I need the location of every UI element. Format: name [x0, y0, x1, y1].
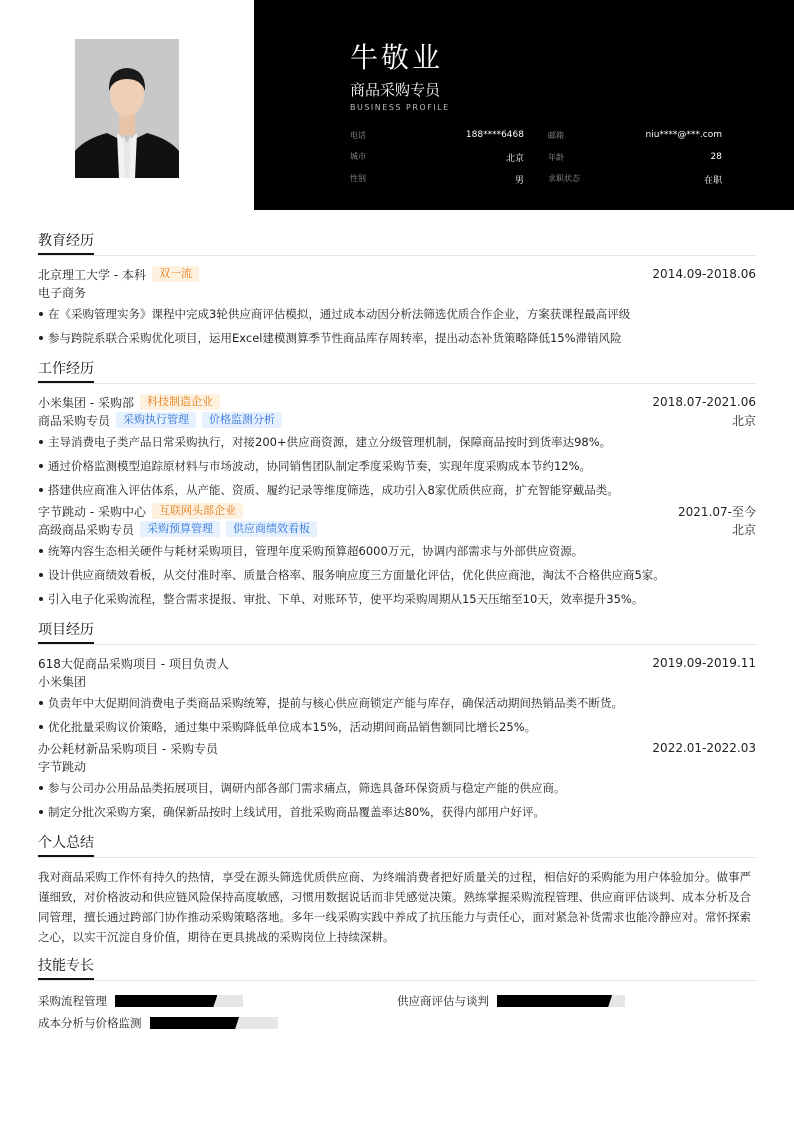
skill-name: 供应商评估与谈判: [397, 994, 489, 1008]
project-entry: [38, 654, 756, 739]
info-label: 城市: [350, 151, 366, 161]
skill-item: [38, 990, 397, 1012]
skill-level-bar: [497, 995, 625, 1007]
profile-subtitle: BUSINESS PROFILE: [350, 103, 450, 112]
company-tag: 互联网头部企业: [152, 503, 243, 519]
age-value: 28: [710, 151, 722, 162]
city-value: 北京: [505, 153, 524, 164]
skill-item: [38, 1012, 397, 1034]
project-date: 2022.01-2022.03: [652, 741, 756, 755]
company-name: 小米集团 - 采购部: [38, 395, 134, 410]
resume-content: [38, 232, 756, 1044]
info-label: 年龄: [548, 152, 564, 162]
section-title: 项目经历: [38, 621, 94, 644]
info-label: 邮箱: [548, 130, 564, 140]
list-item: 在《采购管理实务》课程中完成3轮供应商评估模拟，通过成本动因分析法筛选优质合作企业，方案获课程最高评级: [38, 302, 756, 326]
info-label: 性别: [350, 173, 366, 183]
skill-level-fill: [150, 1017, 240, 1029]
work-section: [38, 360, 756, 611]
skills-section: [38, 957, 756, 1034]
list-item: 通过价格监测模型追踪原材料与市场波动，协同销售团队制定季度采购节奏，实现年度采购成本节约12%。: [38, 454, 756, 478]
school-tag: 双一流: [152, 266, 199, 282]
job-date: 2018.07-2021.06: [652, 395, 756, 409]
skill-level-fill: [115, 995, 217, 1007]
skill-tag: 采购执行管理: [116, 412, 196, 428]
job-position: 高级商品采购专员: [38, 522, 135, 537]
email-value: niu****@***.com: [645, 129, 722, 140]
gender-value: 男: [514, 175, 524, 186]
project-org: 小米集团: [38, 674, 87, 689]
skill-name: 采购流程管理: [38, 994, 107, 1008]
list-item: 搭建供应商准入评估体系，从产能、资质、履约记录等维度筛选，成功引入8家优质供应商，扩充智能穿戴品类。: [38, 478, 756, 502]
list-item: 优化批量采购议价策略，通过集中采购降低单位成本15%，活动期间商品销售额同比增长25%。: [38, 715, 756, 739]
job-status-value: 在职: [703, 175, 722, 186]
candidate-role: 商品采购专员: [350, 81, 441, 99]
project-entry: [38, 739, 756, 824]
summary-text: 我对商品采购工作怀有持久的热情，享受在源头筛选优质供应商、为终端消费者把好质量关的过程，相信好的采购能为用户体验加分。做事严谨细致，对价格波动和供应链风险保持高度敏感，习惯用数据说话而非凭感觉决策。熟练掌握采购流程管理、供应商评估谈判、成本分析及合同管理，擅长通过跨部门协作推动采购策略落地。多年一线采购实践中养成了抗压能力与责任心，面对紧急补货需求也能冷静应对。常怀探索之心，以实干沉淀自身价值，期待在更具挑战的采购岗位上持续深耕。: [38, 870, 751, 944]
education-section: [38, 232, 756, 350]
list-item: 负责年中大促期间消费电子类商品采购统筹，提前与核心供应商锁定产能与库存，确保活动期间热销品类不断货。: [38, 691, 756, 715]
skill-tag: 价格监测分析: [202, 412, 282, 428]
job-location: 北京: [731, 522, 756, 537]
profile-photo: [75, 39, 179, 178]
section-title: 工作经历: [38, 360, 94, 383]
skill-level-bar: [150, 1017, 278, 1029]
project-date: 2019.09-2019.11: [652, 656, 756, 670]
list-item: 统筹内容生态相关硬件与耗材采购项目，管理年度采购预算超6000万元，协调内部需求与外部供应资源。: [38, 539, 756, 563]
job-entry: [38, 393, 756, 502]
list-item: 制定分批次采购方案，确保新品按时上线试用，首批采购商品覆盖率达80%，获得内部用户好评。: [38, 800, 756, 824]
list-item: 引入电子化采购流程，整合需求提报、审批、下单、对账环节，使平均采购周期从15天压缩至10天，效率提升35%。: [38, 587, 756, 611]
skill-tag: 采购预算管理: [140, 521, 220, 537]
skill-level-fill: [497, 995, 612, 1007]
company-tag: 科技制造企业: [140, 394, 220, 410]
section-title: 技能专长: [38, 957, 94, 980]
list-item: 参与跨院系联合采购优化项目，运用Excel建模测算季节性商品库存周转率，提出动态补货策略降低15%滞销风险: [38, 326, 756, 350]
info-label: 求职状态: [548, 173, 580, 183]
summary-section: [38, 834, 756, 947]
skill-tag: 供应商绩效看板: [226, 521, 317, 537]
skill-level-bar: [115, 995, 243, 1007]
project-org: 字节跳动: [38, 759, 87, 774]
phone-value: 188****6468: [465, 129, 524, 140]
project-name: 办公耗材新品采购项目 - 采购专员: [38, 741, 218, 756]
skill-name: 成本分析与价格监测: [38, 1016, 142, 1030]
candidate-name: 牛敬业: [350, 41, 444, 74]
projects-section: [38, 621, 756, 824]
resume-header: [0, 0, 794, 210]
job-date: 2021.07-至今: [678, 504, 756, 519]
school-name: 北京理工大学 - 本科: [38, 267, 146, 282]
info-label: 电话: [350, 130, 366, 140]
job-entry: [38, 502, 756, 611]
list-item: 设计供应商绩效看板，从交付准时率、质量合格率、服务响应度三方面量化评估，优化供应商池，淘汰不合格供应商5家。: [38, 563, 756, 587]
major: 电子商务: [38, 285, 87, 300]
list-item: 参与公司办公用品品类拓展项目，调研内部各部门需求痛点，筛选具备环保资质与稳定产能的供应商。: [38, 776, 756, 800]
section-title: 个人总结: [38, 834, 94, 857]
section-title: 教育经历: [38, 232, 94, 255]
job-location: 北京: [731, 413, 756, 428]
edu-date: 2014.09-2018.06: [652, 267, 756, 281]
header-profile-panel: [254, 0, 794, 210]
list-item: 主导消费电子类产品日常采购执行，对接200+供应商资源，建立分级管理机制，保障商品按时到货率达98%。: [38, 430, 756, 454]
company-name: 字节跳动 - 采购中心: [38, 504, 146, 519]
project-name: 618大促商品采购项目 - 项目负责人: [38, 656, 229, 671]
job-position: 商品采购专员: [38, 413, 111, 428]
contact-info: [350, 124, 722, 190]
skill-item: [397, 990, 756, 1012]
